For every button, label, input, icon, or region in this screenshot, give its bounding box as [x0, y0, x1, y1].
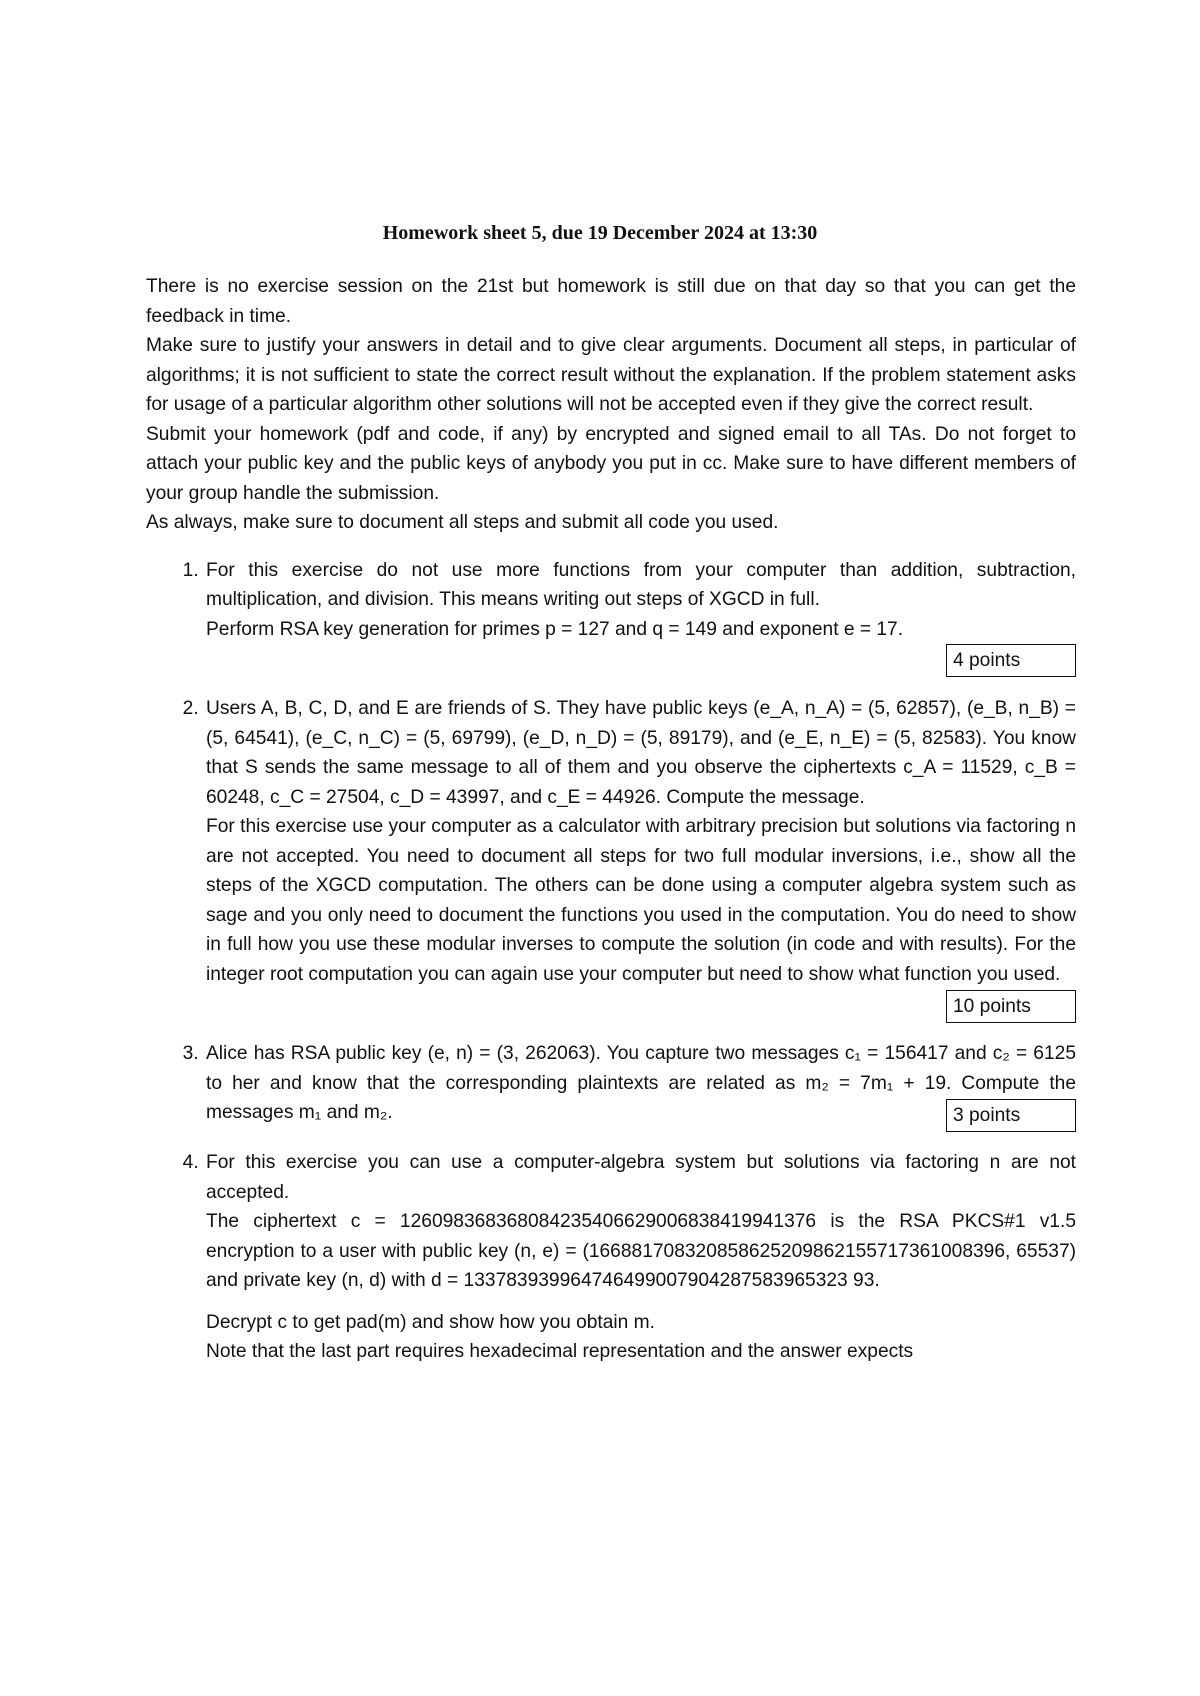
- exercise-2-instructions: [206, 812, 1076, 1017]
- exercise-1-points: 4 points: [946, 644, 1076, 677]
- exercise-1: [204, 556, 1076, 679]
- exercise-list: [146, 556, 1076, 1367]
- exercise-3: [204, 1039, 1076, 1132]
- exercise-1-text: 1. For this exercise do not use more functions from your computer than addition, subtraction, multiplication, and division. This means writing out steps of XGCD in full.: [206, 559, 1076, 610]
- page-title: Homework sheet 5, due 19 December 2024 at 13:30: [382, 222, 818, 244]
- exercise-2: [204, 694, 1076, 1023]
- intro-paragraph: As always, make sure to document all steps and submit all code you used.: [146, 512, 779, 533]
- document-body: [146, 272, 1076, 1383]
- exercise-4-statement: The ciphertext c = 126098368368084235406629006838419941376 is the RSA PKCS#1 v1.5 encryption to a user with public key (n, e) = (166881708320858625209862155717361008396, 65537) and private key (n, d) with d = 133783939964746499007904287583965323 93.: [206, 1211, 1076, 1291]
- exercise-4-hint: Note that the last part requires hexadecimal representation and the answer expects: [206, 1341, 914, 1362]
- intro-paragraph: Submit your homework (pdf and code, if any) by encrypted and signed email to all TAs. Do not forget to attach your public key and the public keys of anybody you put in cc. Make sure to have different members of your group handle the submission.: [146, 423, 1076, 504]
- intro-paragraph: There is no exercise session on the 21st but homework is still due on that day so that you can get the feedback in time.: [146, 276, 1076, 327]
- exercise-3-text: Alice has RSA public key (e, n) = (3, 262063). You capture two messages c₁ = 156417 and c₂ = 6125 to her and know that the corresponding plaintexts are related as m₂ = 7m₁ + 19. Compute the messages m₁ and m₂.: [206, 1043, 1076, 1123]
- intro-section: [146, 272, 1076, 538]
- exercise-2-points: 10 points: [946, 990, 1076, 1023]
- exercise-2-statement: 2. Users A, B, C, D, and E are friends of S. They have public keys (e_A, n_A) = (5, 62857), (e_B, n_B) = (5, 64541), (e_C, n_C) = (5, 69799), (e_D, n_D) = (5, 89179), and (e_E, n_E) = (5, 82583). You know that S sends the same message to all of them and you observe the ciphertexts c_A = 11529, c_B = 60248, c_C = 27504, c_D = 43997, and c_E = 44926. Compute the message.: [206, 698, 1076, 808]
- exercise-3-statement: [206, 1039, 1076, 1128]
- exercise-4-task: Decrypt c to get pad(m) and show how you obtain m.: [206, 1311, 655, 1333]
- exercise-2-instructions-text: For this exercise use your computer as a calculator with arbitrary precision but solutions via factoring n are not accepted. You need to document all steps for two full modular inversions, i.e., show all the steps of the XGCD computation. The others can be done using a computer algebra system such as sage and you only need to document the functions you used in the computation. You do need to show in full how you use these modular inverses to compute the solution (in code and with results). For the integer root computation you can again use your computer but need to show what function you used.: [206, 816, 1076, 985]
- exercise-4: [204, 1148, 1076, 1367]
- exercise-1-points-row: [206, 644, 1076, 678]
- exercise-3-points: 3 points: [946, 1099, 1076, 1132]
- intro-paragraph: Make sure to justify your answers in detail and to give clear arguments. Document all steps, in particular of algorithms; it is not sufficient to state the correct result without the explanation. If the problem statement asks for usage of a particular algorithm other solutions will not be accepted even if they give the correct result.: [146, 335, 1076, 415]
- exercise-1-task: Perform RSA key generation for primes p = 127 and q = 149 and exponent e = 17.: [206, 618, 904, 640]
- exercise-4-note: 4. For this exercise you can use a computer-algebra system but solutions via factoring n are not accepted.: [206, 1152, 1076, 1203]
